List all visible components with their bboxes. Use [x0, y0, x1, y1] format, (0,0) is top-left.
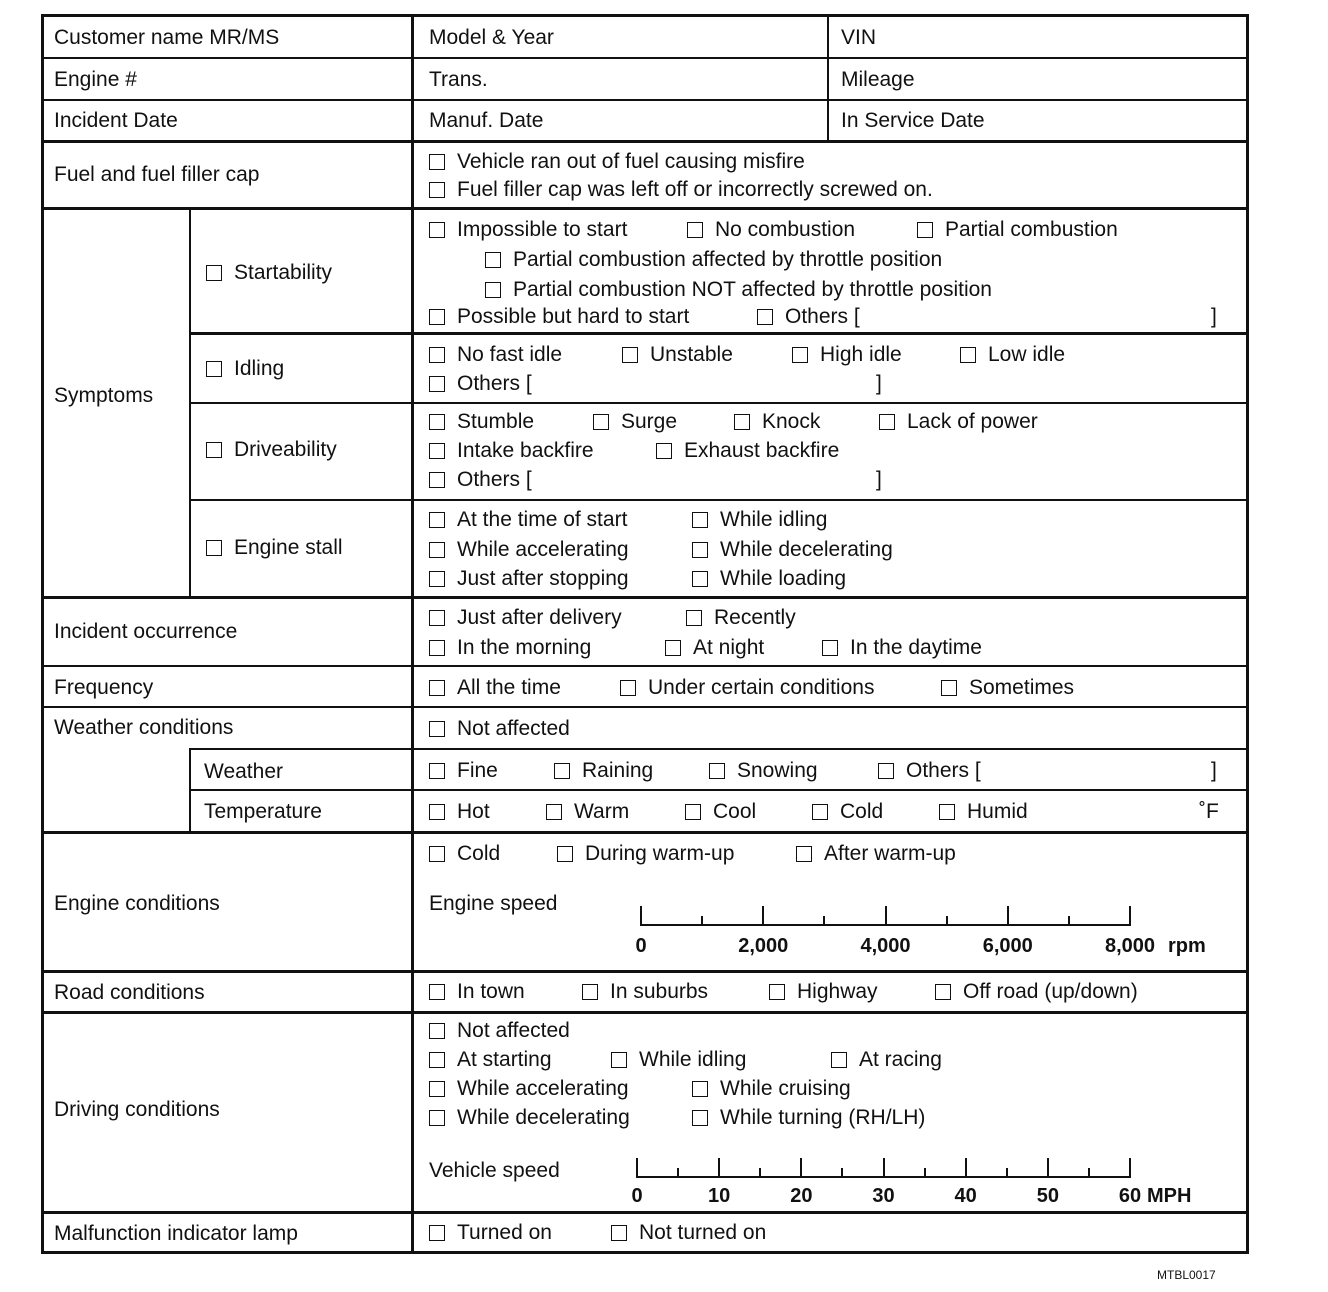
driving-conditions-option-label: While turning (RH/LH)	[720, 1106, 926, 1129]
transmission-label: Trans.	[429, 68, 488, 91]
row-divider	[44, 57, 1247, 59]
frequency-option-label: Under certain conditions	[648, 676, 875, 699]
temperature-unit: ˚F	[1199, 800, 1219, 823]
temperature-option-label: Cool	[713, 800, 757, 823]
fuel-option-label: Fuel filler cap was left off or incorrectly screwed on.	[457, 178, 933, 201]
column-divider	[411, 17, 414, 1254]
idling-others-bracket: ]	[876, 372, 882, 395]
startability-option-label: Partial combustion NOT affected by throttle position	[513, 278, 992, 301]
scale-major-tick	[636, 1158, 638, 1178]
row-divider	[189, 748, 1247, 750]
scale-minor-tick	[823, 916, 825, 926]
driving-conditions-option-label: While decelerating	[457, 1106, 630, 1129]
road-conditions-checkbox[interactable]	[769, 984, 785, 1000]
incident-occurrence-option-label: In the morning	[457, 636, 592, 659]
frequency-checkbox[interactable]	[429, 680, 445, 696]
engine-stall-option-label: While loading	[720, 567, 847, 590]
scale-minor-tick	[1068, 916, 1070, 926]
driveability-option-checkbox[interactable]	[734, 414, 750, 430]
column-divider	[189, 749, 191, 833]
startability-option-label: No combustion	[715, 218, 856, 241]
engine-conditions-checkbox[interactable]	[557, 846, 573, 862]
idling-others-checkbox[interactable]	[429, 376, 445, 392]
idling-option-label: Low idle	[988, 343, 1066, 366]
row-divider	[44, 1211, 1247, 1214]
engine-stall-option-checkbox[interactable]	[692, 571, 708, 587]
mil-checkbox[interactable]	[611, 1225, 627, 1241]
startability-option-checkbox[interactable]	[485, 282, 501, 298]
idling-option-checkbox[interactable]	[429, 347, 445, 363]
idling-label: Idling	[234, 357, 285, 380]
scale-minor-tick	[1088, 1168, 1090, 1178]
scale-major-tick	[885, 906, 887, 926]
driveability-checkbox[interactable]	[206, 442, 222, 458]
driving-conditions-checkbox[interactable]	[831, 1052, 847, 1068]
row-divider	[44, 970, 1247, 973]
engine-stall-option-label: While decelerating	[720, 538, 893, 561]
weather-option-checkbox[interactable]	[554, 763, 570, 779]
scale-major-tick	[800, 1158, 802, 1178]
weather-option-label: Snowing	[737, 759, 818, 782]
row-divider	[44, 207, 1247, 210]
mil-label: Malfunction indicator lamp	[54, 1222, 298, 1245]
incident-occurrence-option-label: In the daytime	[850, 636, 982, 659]
startability-option-label: Impossible to start	[457, 218, 628, 241]
weather-option-label: Raining	[582, 759, 654, 782]
startability-others-checkbox[interactable]	[757, 309, 773, 325]
temperature-option-label: Cold	[840, 800, 884, 823]
startability-option-label: Possible but hard to start	[457, 305, 690, 328]
driveability-label: Driveability	[234, 438, 337, 461]
driving-conditions-option-label: While accelerating	[457, 1077, 629, 1100]
incident-occurrence-checkbox[interactable]	[686, 610, 702, 626]
driving-conditions-checkbox[interactable]	[692, 1081, 708, 1097]
temperature-option-checkbox[interactable]	[429, 804, 445, 820]
scale-minor-tick	[841, 1168, 843, 1178]
engine-stall-option-checkbox[interactable]	[429, 571, 445, 587]
driveability-option-label: Surge	[621, 410, 678, 433]
scale-minor-tick	[1006, 1168, 1008, 1178]
road-conditions-checkbox[interactable]	[582, 984, 598, 1000]
incident-occurrence-checkbox[interactable]	[822, 640, 838, 656]
driveability-others-checkbox[interactable]	[429, 472, 445, 488]
column-divider	[827, 17, 829, 142]
incident-occurrence-option-label: At night	[693, 636, 765, 659]
mileage-label: Mileage	[841, 68, 915, 91]
startability-option-label: Partial combustion	[945, 218, 1118, 241]
engine-stall-option-checkbox[interactable]	[429, 542, 445, 558]
driveability-option-label: Lack of power	[907, 410, 1038, 433]
temperature-label: Temperature	[204, 800, 322, 823]
scale-major-tick	[1129, 1158, 1131, 1178]
driveability-option-checkbox[interactable]	[656, 443, 672, 459]
temperature-option-checkbox[interactable]	[546, 804, 562, 820]
startability-option-label: Partial combustion affected by throttle position	[513, 248, 943, 271]
row-divider	[189, 402, 1247, 404]
incident-occurrence-label: Incident occurrence	[54, 620, 238, 643]
weather-others-label: Others [	[906, 759, 981, 782]
mil-option-label: Turned on	[457, 1221, 552, 1244]
road-conditions-label: Road conditions	[54, 981, 205, 1004]
scale-unit-label: MPH	[1147, 1185, 1192, 1207]
manufacture-date-label: Manuf. Date	[429, 109, 544, 132]
incident-occurrence-checkbox[interactable]	[429, 640, 445, 656]
idling-option-checkbox[interactable]	[792, 347, 808, 363]
mil-checkbox[interactable]	[429, 1225, 445, 1241]
startability-option-checkbox[interactable]	[687, 222, 703, 238]
road-conditions-option-label: In town	[457, 980, 525, 1003]
frequency-checkbox[interactable]	[620, 680, 636, 696]
customer-name-label: Customer name MR/MS	[54, 26, 280, 49]
diagnostic-worksheet	[41, 14, 1249, 1254]
startability-others-bracket: ]	[1211, 305, 1217, 328]
engine-conditions-checkbox[interactable]	[796, 846, 812, 862]
row-divider	[44, 99, 1247, 101]
driving-conditions-option-label: While idling	[639, 1048, 747, 1071]
scale-major-tick	[640, 906, 642, 926]
scale-major-tick	[1047, 1158, 1049, 1178]
engine-stall-option-label: Just after stopping	[457, 567, 629, 590]
frequency-option-label: All the time	[457, 676, 561, 699]
scale-minor-tick	[701, 916, 703, 926]
scale-tick-label: 6,000	[982, 935, 1033, 957]
startability-label: Startability	[234, 261, 333, 284]
fuel-option-label: Vehicle ran out of fuel causing misfire	[457, 150, 805, 173]
weather-others-bracket: ]	[1211, 759, 1217, 782]
driveability-option-checkbox[interactable]	[879, 414, 895, 430]
scale-tick-label: 4,000	[860, 935, 911, 957]
scale-major-tick	[718, 1158, 720, 1178]
temperature-option-checkbox[interactable]	[812, 804, 828, 820]
vehicle-speed-label: Vehicle speed	[429, 1159, 560, 1182]
temperature-option-checkbox[interactable]	[939, 804, 955, 820]
row-divider	[44, 140, 1247, 143]
row-divider	[44, 596, 1247, 599]
engine-stall-option-label: While accelerating	[457, 538, 629, 561]
model-year-label: Model & Year	[429, 26, 554, 49]
road-conditions-checkbox[interactable]	[935, 984, 951, 1000]
scale-minor-tick	[759, 1168, 761, 1178]
engine-conditions-option-label: After warm-up	[824, 842, 956, 865]
engine-conditions-label: Engine conditions	[54, 892, 220, 915]
engine-speed-label: Engine speed	[429, 892, 558, 915]
driveability-option-label: Exhaust backfire	[684, 439, 840, 462]
scale-tick-label: 0	[631, 1185, 643, 1207]
engine-conditions-checkbox[interactable]	[429, 846, 445, 862]
row-divider	[189, 789, 1247, 791]
engine-stall-option-checkbox[interactable]	[429, 512, 445, 528]
weather-others-checkbox[interactable]	[878, 763, 894, 779]
scale-major-tick	[1007, 906, 1009, 926]
driving-conditions-checkbox[interactable]	[692, 1110, 708, 1126]
idling-option-checkbox[interactable]	[960, 347, 976, 363]
incident-occurrence-checkbox[interactable]	[429, 610, 445, 626]
row-divider	[189, 332, 1247, 335]
scale-tick-label: 50	[1036, 1185, 1059, 1207]
scale-tick-label: 30	[872, 1185, 895, 1207]
scale-major-tick	[965, 1158, 967, 1178]
driving-conditions-option-label: At starting	[457, 1048, 552, 1071]
driveability-option-label: Stumble	[457, 410, 535, 433]
frequency-checkbox[interactable]	[941, 680, 957, 696]
engine-stall-label: Engine stall	[234, 536, 343, 559]
driveability-option-checkbox[interactable]	[429, 443, 445, 459]
scale-unit-label: rpm	[1168, 935, 1206, 957]
road-conditions-option-label: In suburbs	[610, 980, 709, 1003]
scale-tick-label: 8,000	[1104, 935, 1156, 957]
scale-minor-tick	[677, 1168, 679, 1178]
road-conditions-option-label: Highway	[797, 980, 878, 1003]
mil-option-label: Not turned on	[639, 1221, 767, 1244]
incident-occurrence-option-label: Just after delivery	[457, 606, 622, 629]
weather-not-affected-label: Not affected	[457, 717, 570, 740]
driving-conditions-checkbox[interactable]	[611, 1052, 627, 1068]
weather-option-label: Fine	[457, 759, 498, 782]
weather-option-checkbox[interactable]	[429, 763, 445, 779]
incident-date-label: Incident Date	[54, 109, 178, 132]
idling-option-label: Unstable	[650, 343, 733, 366]
engine-stall-checkbox[interactable]	[206, 540, 222, 556]
driving-conditions-checkbox[interactable]	[429, 1023, 445, 1039]
startability-option-checkbox[interactable]	[429, 222, 445, 238]
weather-not-affected-checkbox[interactable]	[429, 721, 445, 737]
scale-tick-label: 0	[635, 935, 647, 957]
scale-minor-tick	[924, 1168, 926, 1178]
scale-minor-tick	[946, 916, 948, 926]
row-divider	[189, 499, 1247, 501]
row-divider	[44, 831, 1247, 834]
driving-conditions-option-label: Not affected	[457, 1019, 570, 1042]
figure-code: MTBL0017	[1157, 1268, 1216, 1282]
temperature-option-checkbox[interactable]	[685, 804, 701, 820]
temperature-option-label: Hot	[457, 800, 490, 823]
startability-option-checkbox[interactable]	[429, 309, 445, 325]
driving-conditions-checkbox[interactable]	[429, 1052, 445, 1068]
temperature-option-label: Warm	[574, 800, 630, 823]
engine-stall-option-checkbox[interactable]	[692, 542, 708, 558]
driving-conditions-option-label: At racing	[859, 1048, 942, 1071]
scale-tick-label: 10	[708, 1185, 731, 1207]
row-divider	[44, 1011, 1247, 1014]
vin-label: VIN	[841, 26, 877, 49]
idling-option-checkbox[interactable]	[622, 347, 638, 363]
driveability-option-label: Knock	[762, 410, 821, 433]
driveability-option-checkbox[interactable]	[429, 414, 445, 430]
startability-option-checkbox[interactable]	[485, 252, 501, 268]
row-divider	[44, 706, 1247, 708]
weather-option-checkbox[interactable]	[709, 763, 725, 779]
engine-stall-option-label: While idling	[720, 508, 828, 531]
scale-major-tick	[762, 906, 764, 926]
idling-checkbox[interactable]	[206, 361, 222, 377]
frequency-label: Frequency	[54, 676, 154, 699]
idling-others-label: Others [	[457, 372, 532, 395]
startability-checkbox[interactable]	[206, 265, 222, 281]
driving-conditions-label: Driving conditions	[54, 1098, 220, 1121]
temperature-option-label: Humid	[967, 800, 1028, 823]
engine-conditions-option-label: During warm-up	[585, 842, 735, 865]
symptoms-label: Symptoms	[54, 384, 154, 407]
driveability-others-label: Others [	[457, 468, 532, 491]
row-divider	[44, 665, 1247, 667]
driving-conditions-option-label: While cruising	[720, 1077, 851, 1100]
startability-others-label: Others [	[785, 305, 860, 328]
incident-occurrence-checkbox[interactable]	[665, 640, 681, 656]
engine-stall-option-label: At the time of start	[457, 508, 628, 531]
scale-tick-label: 60	[1118, 1185, 1142, 1207]
driving-conditions-checkbox[interactable]	[429, 1110, 445, 1126]
driveability-others-bracket: ]	[876, 468, 882, 491]
road-conditions-option-label: Off road (up/down)	[963, 980, 1138, 1003]
driving-conditions-checkbox[interactable]	[429, 1081, 445, 1097]
in-service-date-label: In Service Date	[841, 109, 985, 132]
road-conditions-checkbox[interactable]	[429, 984, 445, 1000]
scale-tick-label: 2,000	[738, 935, 789, 957]
engine-stall-option-checkbox[interactable]	[692, 512, 708, 528]
engine-number-label: Engine #	[54, 68, 137, 91]
fuel-checkbox[interactable]	[429, 154, 445, 170]
engine-conditions-option-label: Cold	[457, 842, 501, 865]
fuel-section-label: Fuel and fuel filler cap	[54, 163, 260, 186]
fuel-checkbox[interactable]	[429, 182, 445, 198]
driveability-option-label: Intake backfire	[457, 439, 594, 462]
scale-tick-label: 40	[954, 1185, 977, 1207]
scale-major-tick	[1129, 906, 1131, 926]
frequency-option-label: Sometimes	[969, 676, 1075, 699]
scale-tick-label: 20	[790, 1185, 813, 1207]
idling-option-label: High idle	[820, 343, 902, 366]
incident-occurrence-option-label: Recently	[714, 606, 796, 629]
driveability-option-checkbox[interactable]	[593, 414, 609, 430]
scale-major-tick	[883, 1158, 885, 1178]
startability-option-checkbox[interactable]	[917, 222, 933, 238]
weather-conditions-label: Weather conditions	[54, 716, 234, 739]
idling-option-label: No fast idle	[457, 343, 563, 366]
weather-label: Weather	[204, 760, 283, 783]
